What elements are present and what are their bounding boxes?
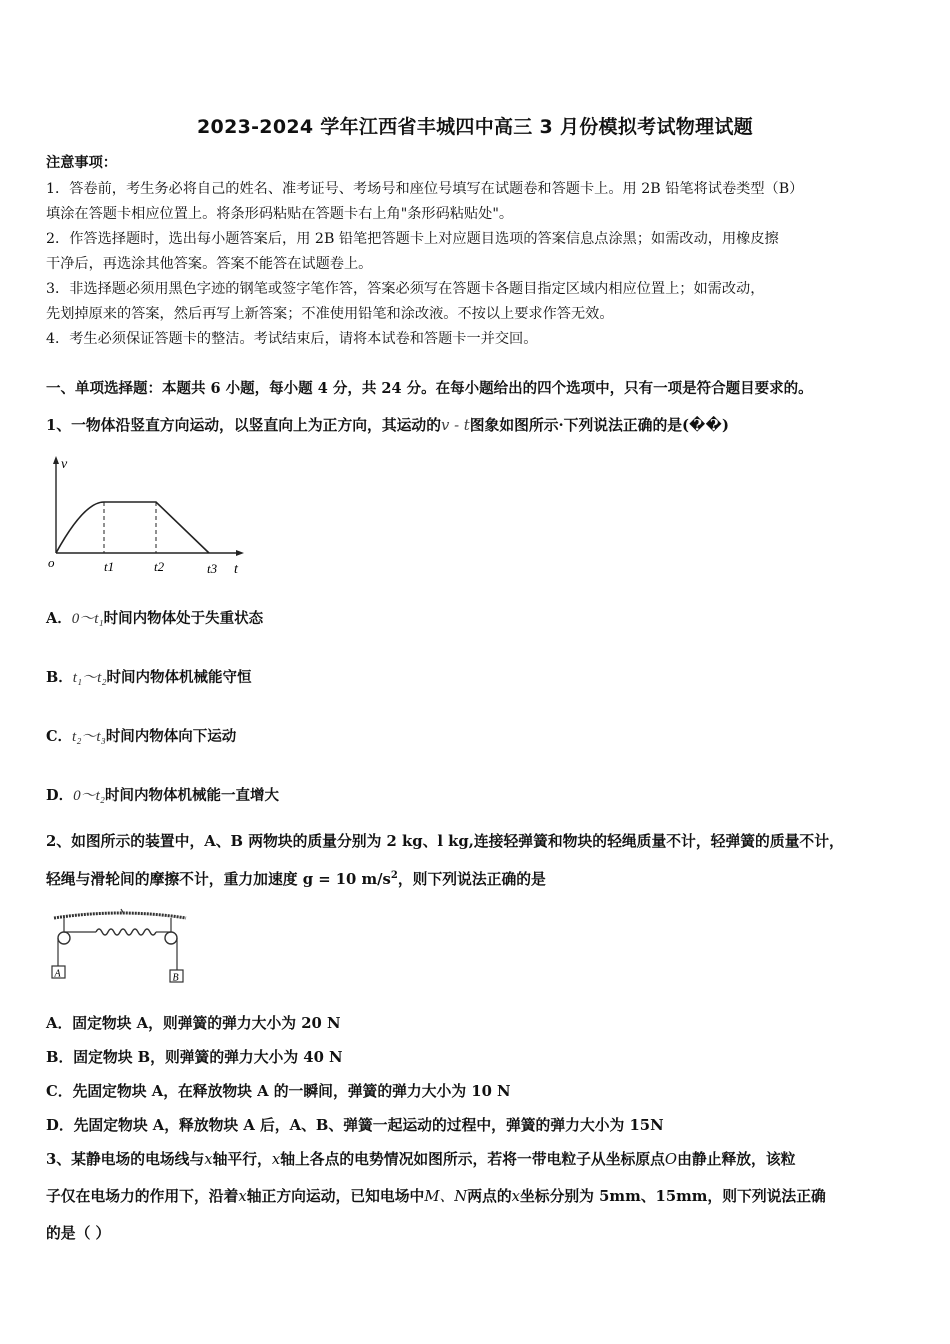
- notice-line: 2．作答选择题时，选出每小题答案后，用 2B 铅笔把答题卡上对应题目选项的答案信息点涂黑；如需改动，用橡皮擦: [46, 231, 779, 247]
- option-math: t₂～t₃: [72, 729, 106, 745]
- option-math: t₁～t₂: [72, 670, 107, 686]
- ceiling: [54, 913, 186, 918]
- q3-math: M、N: [424, 1188, 468, 1205]
- question-3-line-2: [46, 1185, 826, 1206]
- q1-stem-post: 图象如图所示·下列说法正确的是(��): [469, 417, 730, 434]
- option-text: 时间内物体机械能一直增大: [104, 787, 279, 804]
- q3-text: 轴上各点的电势情况如图所示，若将一带电粒子从坐标原点: [280, 1151, 665, 1168]
- option-text: 时间内物体处于失重状态: [103, 610, 264, 627]
- tick-label-t3: t3: [207, 561, 218, 576]
- question-2-line-1: 2、如图所示的装置中，A、B 两物块的质量分别为 2 kg、l kg,连接轻弹簧和物块的轻绳质量不计，轻弹簧的质量不计，: [46, 833, 844, 850]
- q1-option-d[interactable]: [46, 784, 279, 805]
- q2-option-b[interactable]: B．固定物块 B，则弹簧的弹力大小为 40 N: [46, 1049, 343, 1066]
- q2-line2-pre: 轻绳与滑轮间的摩擦不计，重力加速度 g = 10 m/s: [46, 871, 391, 888]
- q2-line2-sup: 2: [390, 870, 398, 882]
- tick-label-t2: t2: [154, 559, 165, 574]
- section-heading: 一、单项选择题：本题共 6 小题，每小题 4 分，共 24 分。在每小题给出的四个选项中，只有一项是符合题目要求的。: [46, 380, 813, 397]
- y-axis-arrow: [53, 456, 59, 464]
- option-text: 时间内物体向下运动: [105, 728, 237, 745]
- q3-text: 由静止释放，该粒: [677, 1151, 796, 1168]
- option-math: 0～t₁: [71, 611, 104, 627]
- q3-math: x: [271, 1151, 281, 1168]
- question-3-line-3: 的是（ ）: [46, 1225, 111, 1242]
- notice-line: 3．非选择题必须用黑色字迹的钢笔或签字笔作答，答案必须写在答题卡各题目指定区域内相应位置上；如需改动，: [46, 281, 765, 297]
- q2-option-c[interactable]: C．先固定物块 A，在释放物块 A 的一瞬间，弹簧的弹力大小为 10 N: [46, 1083, 511, 1100]
- notice-heading: 注意事项：: [46, 155, 117, 171]
- spring: [96, 929, 156, 935]
- option-letter: B．: [46, 669, 73, 686]
- q1-option-b[interactable]: [46, 666, 252, 687]
- option-text: 时间内物体机械能守恒: [106, 669, 252, 686]
- notice-line: 填涂在答题卡相应位置上。将条形码粘贴在答题卡右上角"条形码粘贴处"。: [46, 206, 514, 222]
- option-letter: D．: [46, 787, 74, 804]
- notice-line: 4．考生必须保证答题卡的整洁。考试结束后，请将本试卷和答题卡一并交回。: [46, 331, 538, 347]
- q3-text: 轴平行，: [212, 1151, 272, 1168]
- option-math: 0～t₂: [73, 788, 105, 804]
- q3-math: O: [664, 1151, 678, 1168]
- q2-line2-post: ，则下列说法正确的是: [397, 871, 546, 888]
- block-a-label: A: [54, 968, 61, 980]
- vt-curve: [56, 502, 209, 553]
- q1-option-c[interactable]: [46, 725, 236, 746]
- q3-text: 轴正方向运动，已知电场中: [246, 1188, 425, 1205]
- q3-text: 3、某静电场的电场线与: [46, 1151, 205, 1168]
- q1-stem-math: v - t: [441, 417, 470, 434]
- y-axis-label: v: [61, 457, 68, 472]
- question-3-line-1: [46, 1148, 795, 1169]
- notice-line: 先划掉原来的答案，然后再写上新答案；不准使用铅笔和涂改液。不按以上要求作答无效。: [46, 306, 614, 322]
- pulley-right: [165, 932, 177, 944]
- page-title: 2023-2024 学年江西省丰城四中高三 3 月份模拟考试物理试题: [197, 116, 753, 138]
- notice-line: 1．答卷前，考生务必将自己的姓名、准考证号、考场号和座位号填写在试题卷和答题卡上。用 2B 铅笔将试卷类型（B）: [46, 181, 804, 197]
- q3-text: 两点的: [467, 1188, 512, 1205]
- q2-option-a[interactable]: A．固定物块 A，则弹簧的弹力大小为 20 N: [46, 1015, 341, 1032]
- option-letter: A．: [46, 610, 72, 627]
- q1-option-a[interactable]: [46, 607, 263, 628]
- question-2-line-2: [46, 868, 546, 889]
- pulley-left: [58, 932, 70, 944]
- option-letter: C．: [46, 728, 73, 745]
- notice-line: 干净后，再选涂其他答案。答案不能答在试题卷上。: [46, 256, 373, 272]
- q3-text: 子仅在电场力的作用下，沿着: [46, 1188, 239, 1205]
- question-1-stem: [46, 414, 729, 435]
- vt-graph: [44, 452, 254, 582]
- x-axis-label: t: [234, 562, 238, 577]
- q1-stem-pre: 1、一物体沿竖直方向运动，以竖直向上为正方向，其运动的: [46, 417, 442, 434]
- block-b-label: B: [172, 972, 179, 984]
- tick-label-t1: t1: [104, 559, 115, 574]
- x-axis-arrow: [236, 550, 244, 556]
- q2-option-d[interactable]: D．先固定物块 A，释放物块 A 后，A、B、弹簧一起运动的过程中，弹簧的弹力大小为 15N: [46, 1117, 664, 1134]
- q3-math: x: [238, 1188, 247, 1205]
- q3-math: x: [511, 1188, 520, 1205]
- q3-math: x: [204, 1151, 213, 1168]
- pulley-spring-figure: [46, 908, 196, 988]
- q3-text: 坐标分别为 5mm、15mm，则下列说法正确: [519, 1188, 826, 1205]
- origin-label: o: [48, 555, 55, 570]
